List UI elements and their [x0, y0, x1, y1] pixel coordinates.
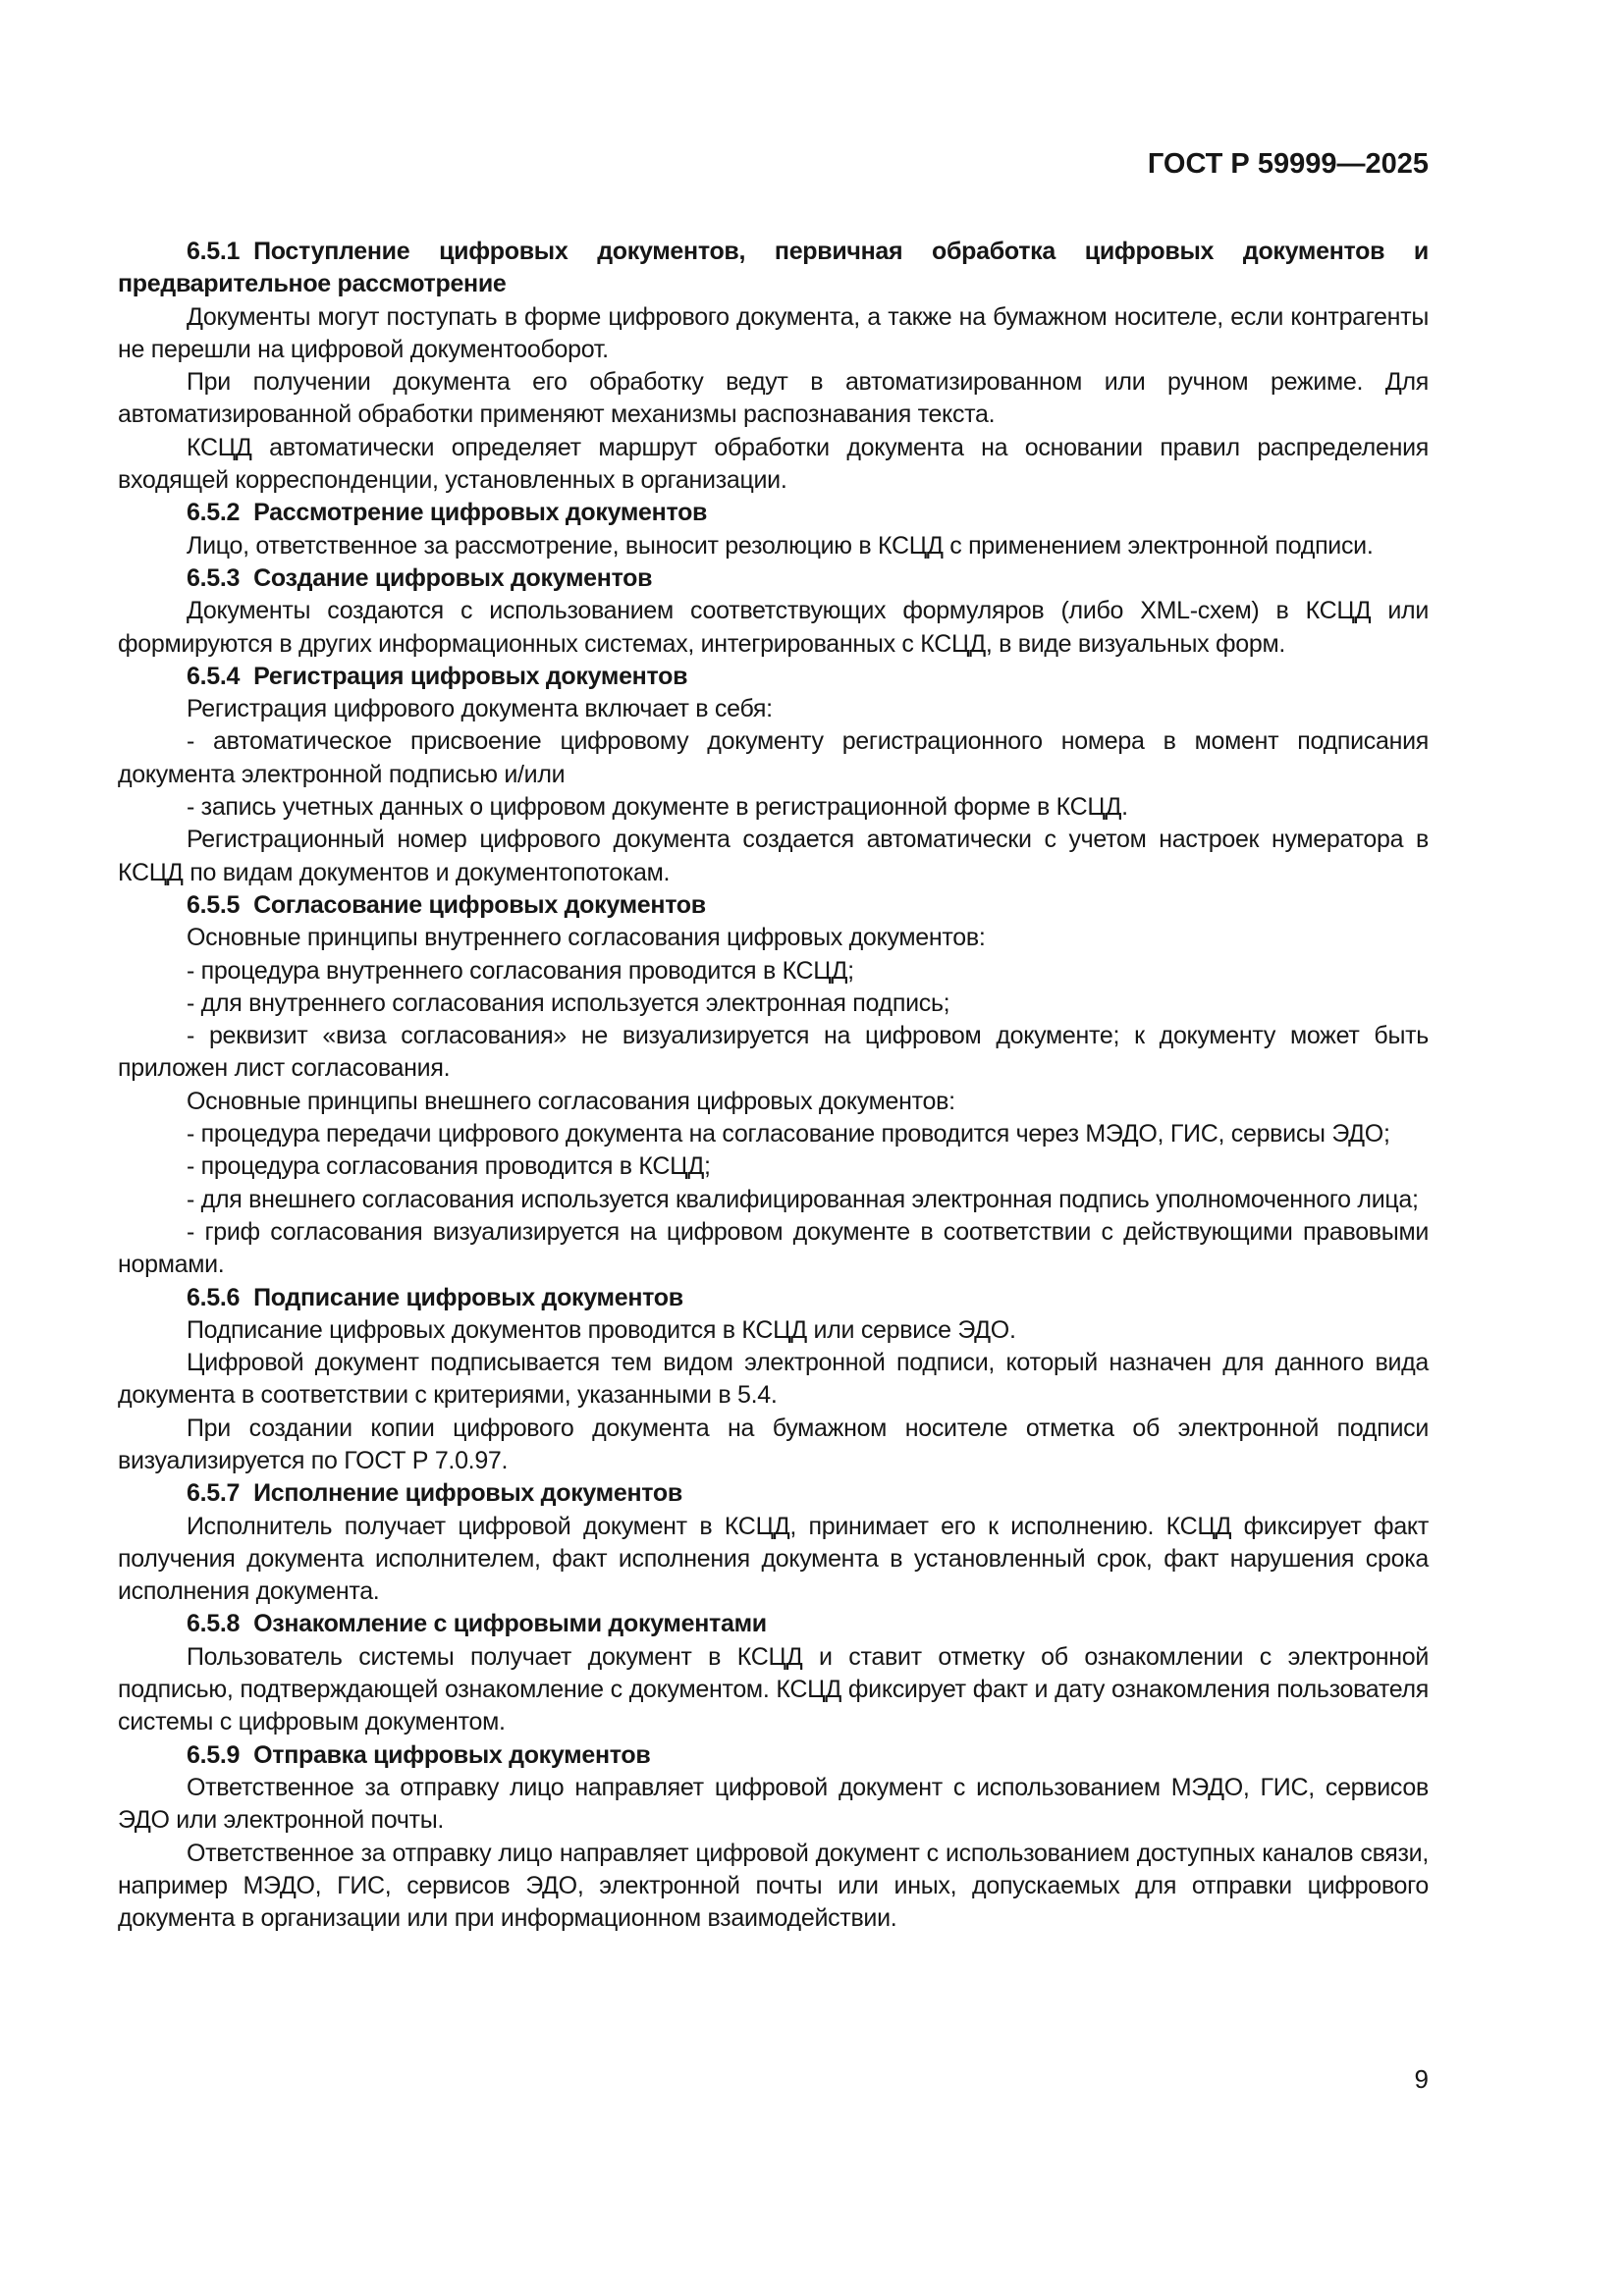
- paragraph: - для внутреннего согласования используется электронная подпись;: [187, 988, 950, 1017]
- paragraph: Лицо, ответственное за рассмотрение, выносит резолюцию в КСЦД с применением электронной подписи.: [187, 531, 1374, 560]
- page-number: 9: [1414, 2064, 1429, 2094]
- paragraph: - процедура передачи цифрового документа на согласование проводится через МЭДО, ГИС, сервисы ЭДО;: [187, 1120, 1390, 1148]
- paragraph: Основные принципы внутреннего согласования цифровых документов:: [187, 924, 986, 952]
- section-title: Рассмотрение цифровых документов: [253, 499, 708, 527]
- paragraph: - для внешнего согласования используется квалифицированная электронная подпись уполномоченного лица;: [187, 1185, 1419, 1213]
- paragraph: Документы создаются с использованием соответствующих формуляров (либо XML-схем) в КСЦД или формируются в других информационных системах, интегрированных с КСЦД, в виде визуальных форм.: [118, 597, 1429, 658]
- paragraph: Исполнитель получает цифровой документ в КСЦД, принимает его к исполнению. КСЦД фиксирует факт получения документа исполнителем, факт исполнения документа в установленный срок, факт нарушения срока исполнения документа.: [118, 1512, 1429, 1606]
- section-number: 6.5.1: [187, 238, 241, 265]
- paragraph: Пользователь системы получает документ в КСЦД и ставит отметку об ознакомлении с электронной подписью, подтверждающей ознакомление с документом. КСЦД фиксирует факт и дату ознакомления пользователя системы с цифровым документом.: [118, 1642, 1429, 1736]
- section-number: 6.5.8: [187, 1610, 241, 1638]
- section-heading: [118, 562, 1429, 595]
- page-footer: [118, 2064, 1429, 2094]
- section-number: 6.5.4: [187, 662, 241, 690]
- section-number: 6.5.7: [187, 1479, 241, 1508]
- section-title: Создание цифровых документов: [253, 563, 653, 592]
- section-number: 6.5.2: [187, 499, 241, 527]
- doc-code: ГОСТ Р 59999—2025: [1147, 148, 1429, 180]
- paragraph: - гриф согласования визуализируется на цифровом документе в соответствии с действующими правовыми нормами.: [118, 1217, 1429, 1279]
- section-number: 6.5.6: [187, 1283, 241, 1311]
- paragraph: При создании копии цифрового документа на бумажном носителе отметка об электронной подписи визуализируется по ГОСТ Р 7.0.97.: [118, 1414, 1429, 1474]
- paragraph: Цифровой документ подписывается тем видом электронной подписи, который назначен для данного вида документа в соответствии с критериями, указанными в 5.4.: [118, 1349, 1429, 1410]
- section-title: Ознакомление с цифровыми документами: [253, 1610, 767, 1638]
- paragraph: Регистрационный номер цифрового документа создается автоматически с учетом настроек нумератора в КСЦД по видам документов и документопотокам.: [118, 826, 1429, 886]
- section-number: 6.5.3: [187, 563, 241, 592]
- section-title: Поступление цифровых документов, первичная обработка цифровых документов и предварительное рассмотрение: [118, 238, 1429, 298]
- paragraph: Ответственное за отправку лицо направляет цифровой документ с использованием доступных каналов связи, например МЭДО, ГИС, сервисов ЭДО, электронной почты или иных, допускаемых для отправки цифрового документа в организации или при информационном взаимодействии.: [118, 1839, 1429, 1933]
- paragraph: Подписание цифровых документов проводится в КСЦД или сервисе ЭДО.: [187, 1315, 1016, 1344]
- section-heading: [118, 889, 1429, 922]
- section-heading: [118, 1739, 1429, 1772]
- section-title: Регистрация цифровых документов: [253, 662, 688, 690]
- section-title: Исполнение цифровых документов: [253, 1479, 682, 1508]
- section-title: Отправка цифровых документов: [253, 1740, 651, 1769]
- section-heading: [118, 497, 1429, 529]
- paragraph: - автоматическое присвоение цифровому документу регистрационного номера в момент подписания документа электронной подписью и/или: [118, 727, 1429, 788]
- section-number: 6.5.5: [187, 890, 241, 919]
- paragraph: Основные принципы внешнего согласования цифровых документов:: [187, 1087, 955, 1115]
- paragraph: КСЦД автоматически определяет маршрут обработки документа на основании правил распределения входящей корреспонденции, установленных в организации.: [118, 433, 1429, 495]
- document-body: [118, 236, 1429, 1935]
- paragraph: При получении документа его обработку ведут в автоматизированном или ручном режиме. Для автоматизированной обработки применяют механизмы распознавания текста.: [118, 368, 1429, 429]
- section-title: Согласование цифровых документов: [253, 890, 706, 919]
- section-heading: [118, 661, 1429, 693]
- paragraph: - запись учетных данных о цифровом документе в регистрационной форме в КСЦД.: [187, 793, 1128, 822]
- paragraph: Регистрация цифрового документа включает в себя:: [187, 695, 773, 723]
- paragraph: - процедура согласования проводится в КСЦД;: [187, 1152, 711, 1181]
- section-number: 6.5.9: [187, 1740, 241, 1769]
- paragraph: Ответственное за отправку лицо направляет цифровой документ с использованием МЭДО, ГИС, сервисов ЭДО или электронной почты.: [118, 1773, 1429, 1835]
- section-heading: [118, 236, 1429, 301]
- paragraph: - процедура внутреннего согласования проводится в КСЦД;: [187, 956, 854, 985]
- section-heading: [118, 1608, 1429, 1640]
- paragraph: - реквизит «виза согласования» не визуализируется на цифровом документе; к документу может быть приложен лист согласования.: [118, 1022, 1429, 1083]
- section-title: Подписание цифровых документов: [253, 1283, 683, 1311]
- paragraph: Документы могут поступать в форме цифрового документа, а также на бумажном носителе, если контрагенты не перешли на цифровой документооборот.: [118, 302, 1429, 363]
- page-header: [118, 147, 1429, 181]
- section-heading: [118, 1282, 1429, 1314]
- section-heading: [118, 1477, 1429, 1510]
